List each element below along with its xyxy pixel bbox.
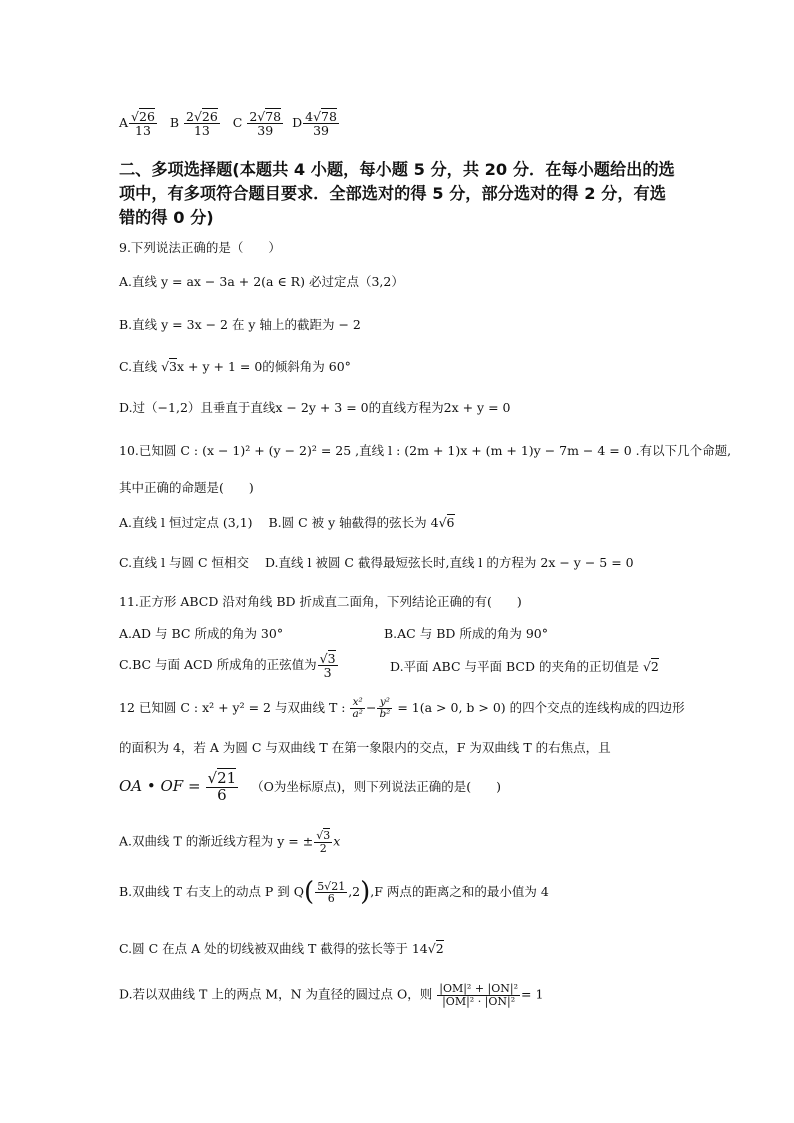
q12-dot-product: OA • OF = $\frac{√21}{6}$ （O为坐标原点)，则下列说法正确的是( ) <box>119 769 502 804</box>
choice-b-fraction: $\frac{2√26}{13}$ <box>186 109 218 139</box>
q10-stem-line2: 其中正确的命题是( ) <box>119 480 254 495</box>
q11-option-b: B.AC 与 BD 所成的角为 90° <box>384 626 549 641</box>
choice-b-label: B <box>169 115 180 131</box>
q10-option-d: D.直线 l 被圆 C 截得最短弦长时,直线 l 的方程为 2x − y − 5 = 0 <box>264 555 634 570</box>
q9-option-b: B.直线 y = 3x − 2 在 y 轴上的截距为 − 2 <box>119 317 361 332</box>
q9-stem: 9.下列说法正确的是（ ） <box>119 240 281 255</box>
q9-option-a: A.直线 y = ax − 3a + 2(a ∈ R) 必过定点（3,2） <box>119 274 404 289</box>
choice-d-label: D <box>292 115 303 131</box>
choice-c-label: C <box>232 115 243 131</box>
q11-option-d: D.平面 ABC 与平面 BCD 的夹角的正切值是 √2 <box>390 659 659 674</box>
q12-stem-line2: 的面积为 4，若 A 为圆 C 与双曲线 T 在第一象限内的交点，F 为双曲线 T 的右焦点，且 <box>119 740 611 755</box>
q12-option-d: D.若以双曲线 T 上的两点 M，N 为直径的圆过点 O，则 $\frac{\text{|OM|² + |ON|²}}{\text{|OM|² · |ON|²}}$ = 1 <box>119 982 544 1008</box>
q10-stem-line1: 10.已知圆 C : (x − 1)² + (y − 2)² = 25 ,直线 l : (2m + 1)x + (m + 1)y − 7m − 4 = 0 .有以下几个命题, <box>119 443 732 458</box>
q12-option-c: C.圆 C 在点 A 处的切线被双曲线 T 截得的弦长等于 14√2 <box>119 941 444 956</box>
choice-d-fraction: $\frac{4√78}{39}$ <box>305 109 337 139</box>
q12-stem-line1: 12 已知圆 C : x² + y² = 2 与双曲线 T : $\frac{\text{x²}}{\text{a²}}$ − $\frac{\text{y²}}{\text{b²}}$ = 1(a > 0, b > 0) 的四个交点的连线构成的四边形 <box>119 696 685 721</box>
choice-c-fraction: $\frac{2√78}{39}$ <box>249 109 282 139</box>
q8-choices <box>119 110 340 137</box>
q11-option-a: A.AD 与 BC 所成的角为 30° <box>119 626 284 641</box>
q10-option-c: C.直线 l 与圆 C 恒相交 <box>119 555 250 570</box>
q10-options-ab <box>119 515 455 530</box>
q10-options-cd <box>119 555 634 570</box>
q10-option-b: B.圆 C 被 y 轴截得的弦长为 4√6 <box>268 515 455 530</box>
q12-option-b: B.双曲线 T 右支上的动点 P 到 Q( $\frac{5√21}{6}$ ,2),F 两点的距离之和的最小值为 4 <box>119 877 549 907</box>
choice-a-fraction: $\frac{√26}{13}$ <box>131 109 155 139</box>
q9-option-c: C.直线 √3x + y + 1 = 0的倾斜角为 60° <box>119 359 351 374</box>
q10-option-a: A.直线 l 恒过定点 (3,1) <box>119 515 253 530</box>
q12-option-a: A.双曲线 T 的渐近线方程为 y = ± $\frac{√3}{2}$ x <box>119 829 341 855</box>
choice-a-label: A <box>119 115 129 131</box>
q9-option-d: D.过（−1,2）且垂直于直线x − 2y + 3 = 0的直线方程为2x + y = 0 <box>119 400 511 415</box>
section-title: 二、多项选择题(本题共 4 小题，每小题 5 分，共 20 分．在每小题给出的选项中，有多项符合题目要求．全部选对的得 5 分，部分选对的得 2 分，有选错的得 0 分) <box>119 160 675 227</box>
q11-stem: 11.正方形 ABCD 沿对角线 BD 折成直二面角，下列结论正确的有( ) <box>119 594 522 609</box>
q11-option-c: C.BC 与面 ACD 所成角的正弦值为 $\frac{√3}{3}$ <box>119 651 336 681</box>
